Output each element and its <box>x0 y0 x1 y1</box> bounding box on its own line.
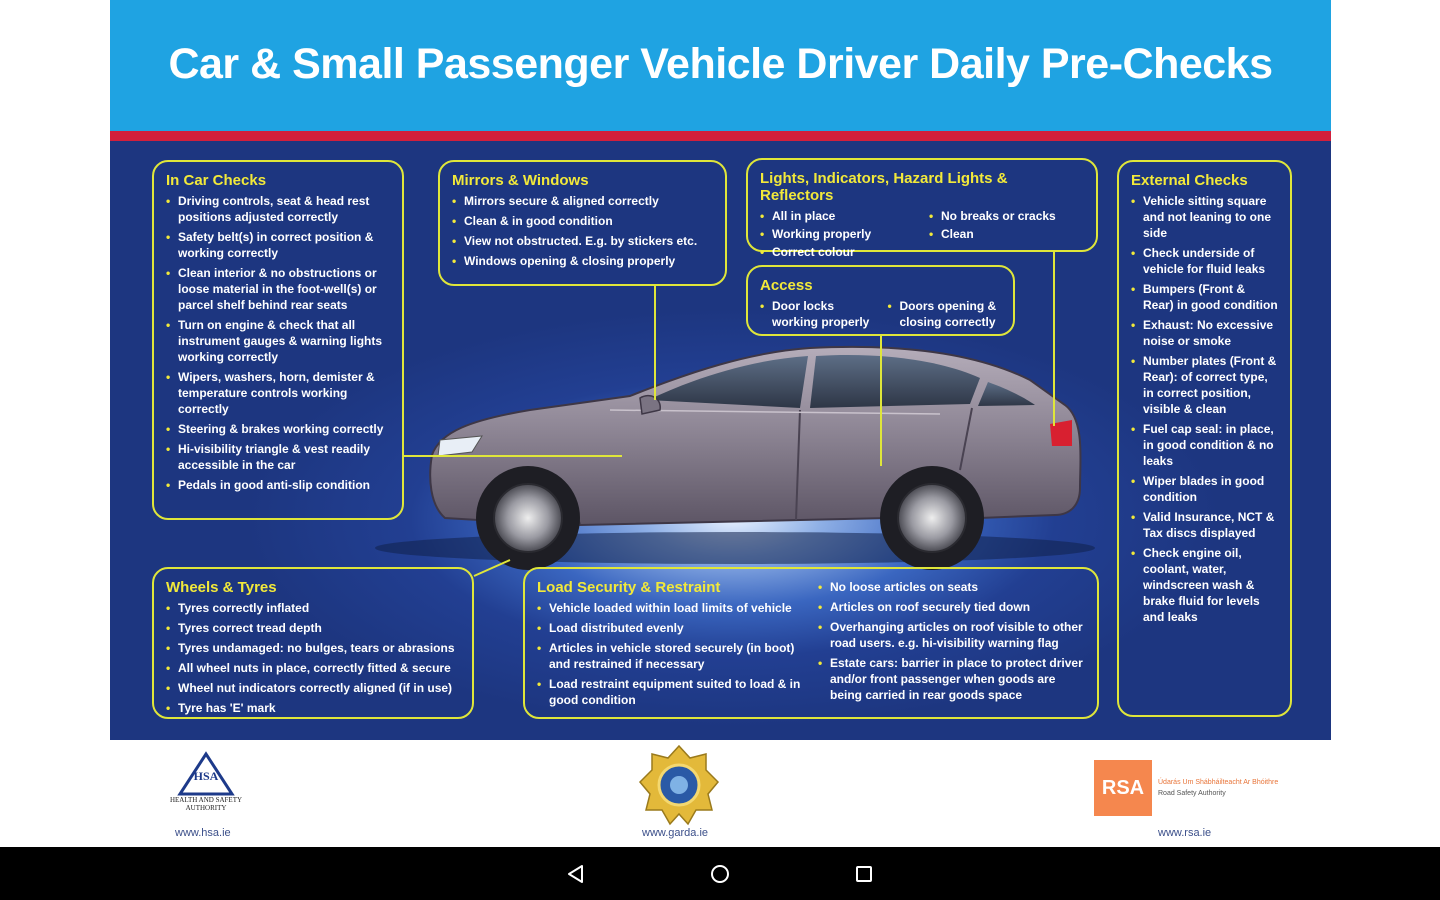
list-item: • Correct colour <box>760 244 915 260</box>
list-item: • Estate cars: barrier in place to protect driver and/or front passenger when goods are being carried in rear goods space <box>818 655 1085 703</box>
list-item: • Overhanging articles on roof visible to other road users. e.g. hi-visibility warning flag <box>818 619 1085 651</box>
list-item: • Driving controls, seat & head rest positions adjusted correctly <box>166 193 390 225</box>
panel-mirrors-windows <box>438 160 727 286</box>
list-item: • Safety belt(s) in correct position & working correctly <box>166 229 390 261</box>
list-item: • Load restraint equipment suited to load & in good condition <box>537 676 804 708</box>
panel-title: External Checks <box>1131 172 1248 189</box>
list-item: • No breaks or cracks <box>929 208 1084 224</box>
panel-title: In Car Checks <box>166 172 267 189</box>
page-title: Car & Small Passenger Vehicle Driver Daily Pre-Checks <box>168 40 1273 88</box>
list-item: • Exhaust: No excessive noise or smoke <box>1131 317 1278 349</box>
hsa-letters: HSA <box>193 769 219 783</box>
list-item: • Vehicle loaded within load limits of vehicle <box>537 600 804 616</box>
list-item: • All wheel nuts in place, correctly fitted & secure <box>166 660 460 676</box>
home-icon <box>709 863 731 885</box>
list-item: • Articles in vehicle stored securely (in boot) and restrained if necessary <box>537 640 804 672</box>
list-item: • Tyres correct tread depth <box>166 620 460 636</box>
panel-title: Load Security & Restraint <box>537 579 721 596</box>
back-button[interactable] <box>563 861 589 887</box>
list-item: • View not obstructed. E.g. by stickers etc. <box>452 233 713 249</box>
hsa-name: HEALTH AND SAFETY AUTHORITY <box>169 796 243 812</box>
list-item: • Wiper blades in good condition <box>1131 473 1278 505</box>
navigation-bar <box>0 847 1440 900</box>
rsa-irish-name: Údarás Um Shábháilteacht Ar Bhóithre <box>1158 779 1279 786</box>
list-item: • Clean interior & no obstructions or loose material in the foot-well(s) or parcel shelf behind rear seats <box>166 265 390 313</box>
side-mirror <box>640 396 660 414</box>
rsa-name: Road Safety Authority <box>1158 790 1226 797</box>
panel-load-security <box>523 567 1099 719</box>
poster <box>110 0 1331 740</box>
list-item: • All in place <box>760 208 915 224</box>
back-icon <box>565 863 587 885</box>
list-item: • No loose articles on seats <box>818 579 1085 595</box>
panel-external-checks <box>1117 160 1292 717</box>
panel-access <box>746 265 1015 336</box>
hsa-url[interactable]: www.hsa.ie <box>175 827 231 839</box>
panel-lights-indicators <box>746 158 1098 259</box>
list-item: • Wheel nut indicators correctly aligned (if in use) <box>166 680 460 696</box>
list-item: • Number plates (Front & Rear): of correct type, in correct position, visible & clean <box>1131 353 1278 417</box>
list-item: • Hi-visibility triangle & vest readily accessible in the car <box>166 441 390 473</box>
recents-icon <box>853 863 875 885</box>
list-item: • Clean & in good condition <box>452 213 713 229</box>
panel-wheels-tyres <box>152 567 474 719</box>
panel-title: Access <box>760 277 813 294</box>
home-button[interactable] <box>707 861 733 887</box>
panel-title: Wheels & Tyres <box>166 579 277 596</box>
list-item: • Load distributed evenly <box>537 620 804 636</box>
list-item: • Articles on roof securely tied down <box>818 599 1085 615</box>
list-item: • Working properly <box>760 226 915 242</box>
garda-badge-icon <box>638 744 720 826</box>
list-item: • Tyre has 'E' mark <box>166 700 460 716</box>
list-item: • Steering & brakes working correctly <box>166 421 390 437</box>
list-item: • Check engine oil, coolant, water, windscreen wash & brake fluid for levels and leaks <box>1131 545 1278 625</box>
list-item: • Mirrors secure & aligned correctly <box>452 193 713 209</box>
recents-button[interactable] <box>851 861 877 887</box>
rsa-logo: RSA <box>1094 760 1152 816</box>
panel-title: Mirrors & Windows <box>452 172 589 189</box>
list-item: • Clean <box>929 226 1084 242</box>
list-item: • Wipers, washers, horn, demister & temperature controls working correctly <box>166 369 390 417</box>
list-item: • Windows opening & closing properly <box>452 253 713 269</box>
list-item: • Fuel cap seal: in place, in good condition & no leaks <box>1131 421 1278 469</box>
list-item: • Tyres undamaged: no bulges, tears or abrasions <box>166 640 460 656</box>
list-item: • Pedals in good anti-slip condition <box>166 477 390 493</box>
list-item: • Door locks working properly <box>760 298 874 330</box>
list-item: • Turn on engine & check that all instrument gauges & warning lights working correctly <box>166 317 390 365</box>
list-item: • Bumpers (Front & Rear) in good condition <box>1131 281 1278 313</box>
list-item: • Tyres correctly inflated <box>166 600 460 616</box>
rsa-url[interactable]: www.rsa.ie <box>1158 827 1212 839</box>
panel-in-car-checks <box>152 160 404 520</box>
panel-title: Lights, Indicators, Hazard Lights & Reflectors <box>760 170 1008 204</box>
list-item: • Doors opening & closing correctly <box>888 298 1002 330</box>
list-item: • Vehicle sitting square and not leaning to one side <box>1131 193 1278 241</box>
garda-url[interactable]: www.garda.ie <box>642 827 709 839</box>
list-item: • Valid Insurance, NCT & Tax discs displayed <box>1131 509 1278 541</box>
list-item: • Check underside of vehicle for fluid leaks <box>1131 245 1278 277</box>
